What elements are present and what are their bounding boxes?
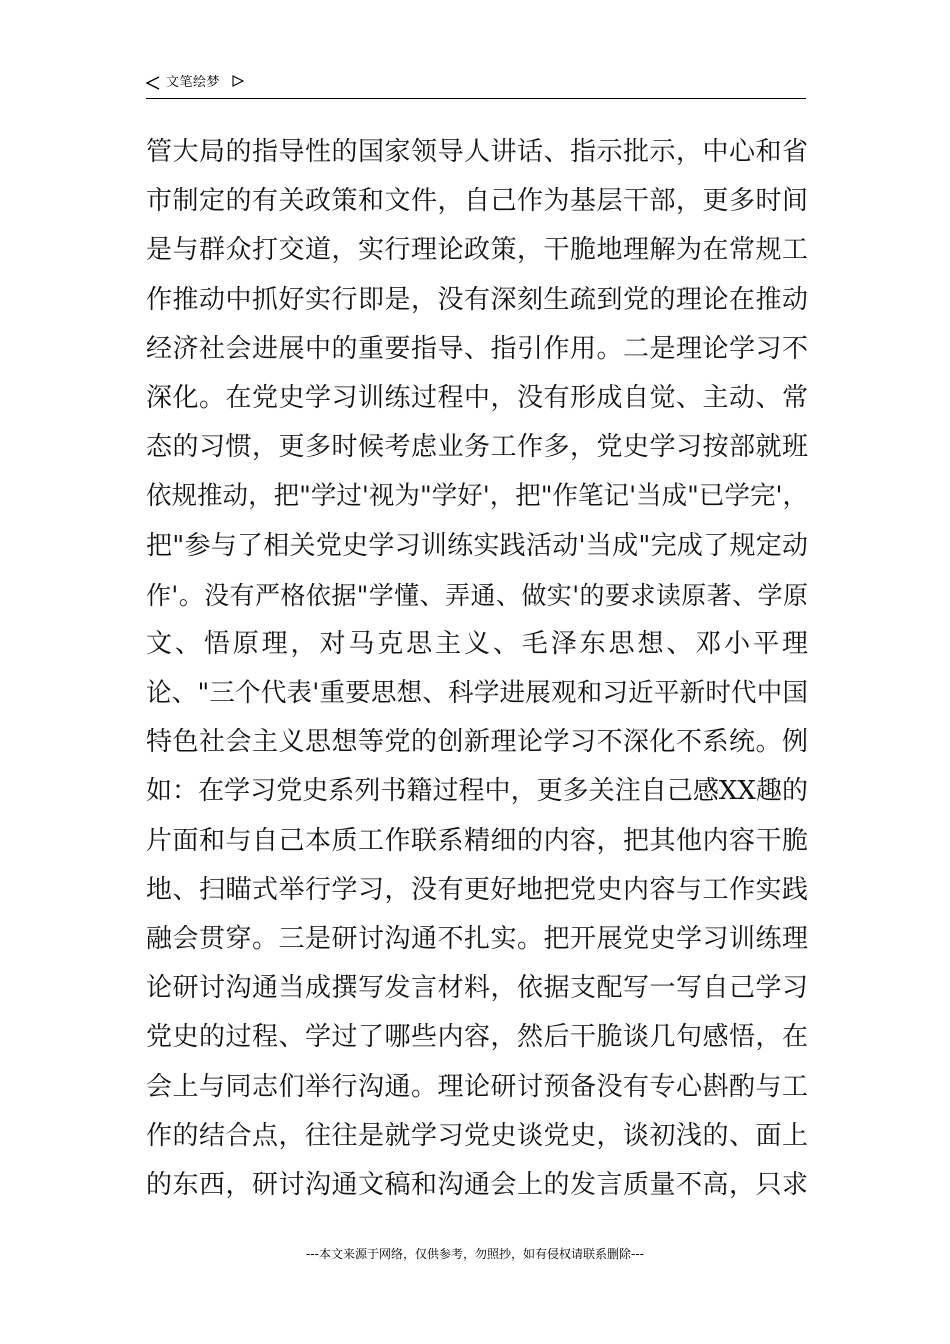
body-line: 特色社会主义思想等党的创新理论学习不深化不系统。例	[146, 727, 808, 758]
body-line: 文、悟原理，对马克思主义、毛泽东思想、邓小平理	[146, 628, 808, 659]
brand-name: 文笔绘梦	[166, 75, 221, 90]
body-line: 如：在学习党史系列书籍过程中，更多关注自己感XX趣的	[146, 776, 808, 807]
body-line: 管大局的指导性的国家领导人讲话、指示批示，中心和省	[146, 137, 808, 167]
left-triangle-icon	[146, 76, 160, 90]
body-line: 融会贯穿。三是研讨沟通不扎实。把开展党史学习训练理	[146, 924, 808, 954]
body-line: 态的习惯，更多时候考虑业务工作多，党史学习按部就班	[146, 432, 808, 463]
body-line: 论、"三个代表'重要思想、科学进展观和习近平新时代中国	[146, 678, 808, 709]
body-line: 深化。在党史学习训练过程中，没有形成自觉、主动、常	[146, 382, 808, 413]
page-header	[146, 72, 806, 99]
body-line: 是与群众打交道，实行理论政策，干脆地理解为在常规工	[146, 235, 808, 266]
body-line: 的东西，研讨沟通文稿和沟通会上的发言质量不高，只求	[146, 1169, 808, 1200]
body-line: 论研讨沟通当成撰写发言材料，依据支配写一写自己学习	[146, 973, 808, 1004]
body-line: 作推动中抓好实行即是，没有深刻生疏到党的理论在推动	[146, 284, 808, 315]
source-disclaimer: ---本文来源于网络，仅供参考，勿照抄，如有侵权请联系删除---	[306, 1247, 644, 1261]
body-line: 作'。没有严格依据"学懂、弄通、做实'的要求读原著、学原	[146, 580, 808, 610]
body-line: 片面和与自己本质工作联系精细的内容，把其他内容干脆	[146, 825, 808, 856]
document-body	[146, 128, 808, 1210]
body-line: 会上与同志们举行沟通。理论研讨预备没有专心斟酌与工	[146, 1071, 808, 1102]
right-triangle-icon	[232, 75, 244, 87]
body-line: 依规推动，把"学过'视为"学好'，把"作笔记'当成"已学完'，	[146, 481, 808, 512]
body-line: 经济社会进展中的重要指导、指引作用。二是理论学习不	[146, 333, 808, 364]
body-line: 党史的过程、学过了哪些内容，然后干脆谈几句感悟，在	[146, 1022, 808, 1053]
body-line: 把"参与了相关党史学习训练实践活动'当成"完成了规定动	[146, 530, 808, 561]
body-line: 市制定的有关政策和文件，自己作为基层干部，更多时间	[146, 186, 808, 217]
body-line: 作的结合点，往往是就学习党史谈党史，谈初浅的、面上	[146, 1120, 808, 1151]
body-line: 地、扫瞄式举行学习，没有更好地把党史内容与工作实践	[146, 874, 808, 905]
